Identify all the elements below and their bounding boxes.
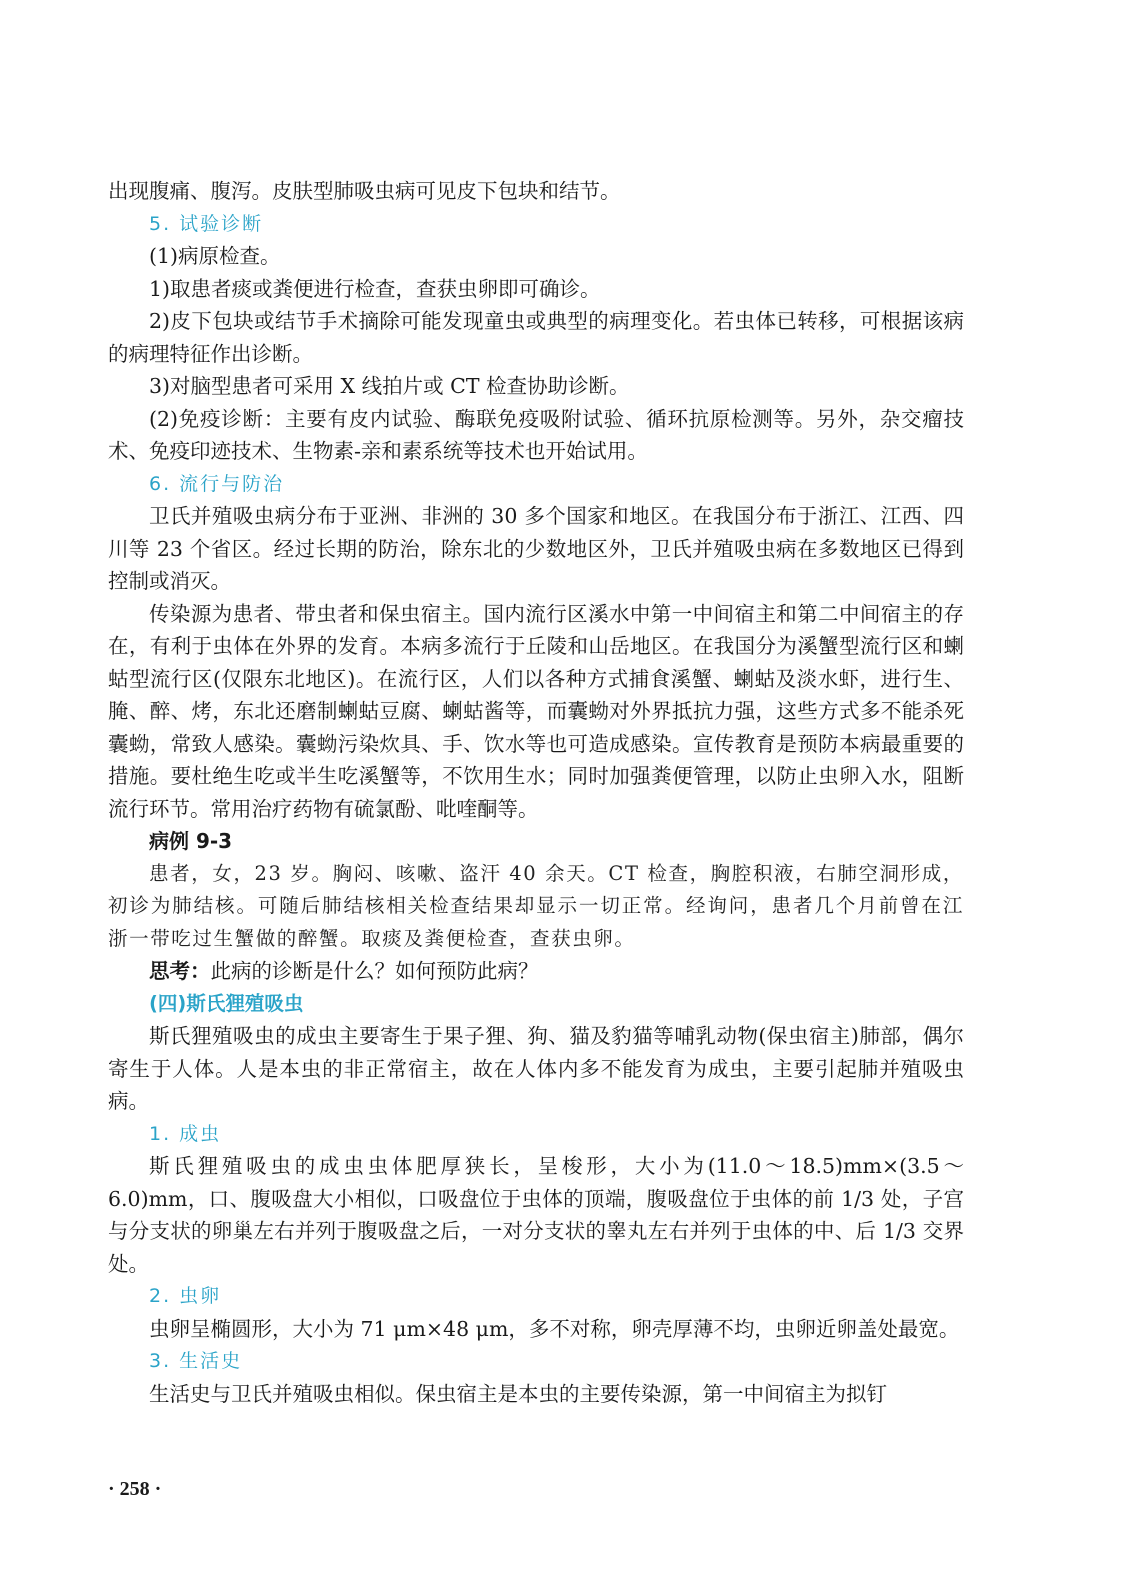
heading-epidemic: 6. 流行与防治 [149, 472, 285, 495]
paragraph: 生活史与卫氏并殖吸虫相似。保虫宿主是本虫的主要传染源，第一中间宿主为拟钉 [149, 1381, 887, 1406]
case-body: 患者，女，23 岁。胸闷、咳嗽、盗汗 40 余天。CT 检查，胸腔积液，右肺空洞形成，初诊为肺结核。可随后肺结核相关检查结果却显示一切正常。经询问，患者几个月前曾在江浙一带吃过生蟹做的醉蟹。取痰及粪便检查，查获虫卵。 [108, 861, 964, 950]
paragraph: 传染源为患者、带虫者和保虫宿主。国内流行区溪水中第一中间宿主和第二中间宿主的存在，有利于虫体在外界的发育。本病多流行于丘陵和山岳地区。在我国分为溪蟹型流行区和蝲蛄型流行区(仅限东北地区)。在流行区，人们以各种方式捕食溪蟹、蝲蛄及淡水虾，进行生、腌、醉、烤，东北还磨制蝲蛄豆腐、蝲蛄酱等，而囊蚴对外界抵抗力强，这些方式多不能杀死囊蚴，常致人感染。囊蚴污染炊具、手、饮水等也可造成感染。宣传教育是预防本病最重要的措施。要杜绝生吃或半生吃溪蟹等，不饮用生水；同时加强粪便管理，以防止虫卵入水，阻断流行环节。常用治疗药物有硫氯酚、吡喹酮等。 [108, 601, 964, 821]
paragraph: 卫氏并殖吸虫病分布于亚洲、非洲的 30 多个国家和地区。在我国分布于浙江、江西、四川等 23 个省区。经过长期的防治，除东北的少数地区外，卫氏并殖吸虫病在多数地区已得到控制或消灭。 [108, 504, 964, 593]
case-title: 病例 9-3 [149, 829, 233, 853]
heading-lifecycle: 3. 生活史 [149, 1350, 243, 1372]
paragraph: 虫卵呈椭圆形，大小为 71 μm×48 μm，多不对称，卵壳厚薄不均，虫卵近卵盖处最宽。 [149, 1316, 960, 1341]
paragraph: (1)病原检查。 [149, 244, 281, 268]
paragraph: 出现腹痛、腹泻。皮肤型肺吸虫病可见皮下包块和结节。 [108, 179, 621, 203]
paragraph: 斯氏狸殖吸虫的成虫主要寄生于果子狸、狗、猫及豹猫等哺乳动物(保虫宿主)肺部，偶尔寄生于人体。人是本虫的非正常宿主，故在人体内多不能发育为成虫，主要引起肺并殖吸虫病。 [108, 1024, 964, 1113]
think-question [108, 955, 964, 988]
heading-diagnosis: 5. 试验诊断 [149, 212, 264, 235]
paragraph: (2)免疫诊断：主要有皮内试验、酶联免疫吸附试验、循环抗原检测等。另外，杂交瘤技术、免疫印迹技术、生物素-亲和素系统等技术也开始试用。 [108, 406, 964, 463]
section-heading: (四)斯氏狸殖吸虫 [149, 991, 304, 1015]
page-number: · 258 · [108, 1478, 162, 1500]
heading-adult: 1. 成虫 [149, 1122, 222, 1145]
think-label: 思考： [149, 959, 211, 983]
page-body [108, 175, 964, 1410]
paragraph: 3)对脑型患者可采用 X 线拍片或 CT 检查协助诊断。 [149, 374, 630, 398]
paragraph: 斯氏狸殖吸虫的成虫虫体肥厚狭长，呈梭形，大小为(11.0～18.5)mm×(3.5～6.0)mm，口、腹吸盘大小相似，口吸盘位于虫体的顶端，腹吸盘位于虫体的前 1/3 处，子宫与分支状的卵巢左右并列于腹吸盘之后，一对分支状的睾丸左右并列于虫体的中、后 1/3 交界处。 [108, 1154, 964, 1276]
heading-egg: 2. 虫卵 [149, 1285, 222, 1307]
think-text: 此病的诊断是什么？如何预防此病？ [210, 959, 539, 983]
paragraph: 2)皮下包块或结节手术摘除可能发现童虫或典型的病理变化。若虫体已转移，可根据该病的病理特征作出诊断。 [108, 309, 964, 366]
paragraph: 1)取患者痰或粪便进行检查，查获虫卵即可确诊。 [149, 276, 601, 301]
